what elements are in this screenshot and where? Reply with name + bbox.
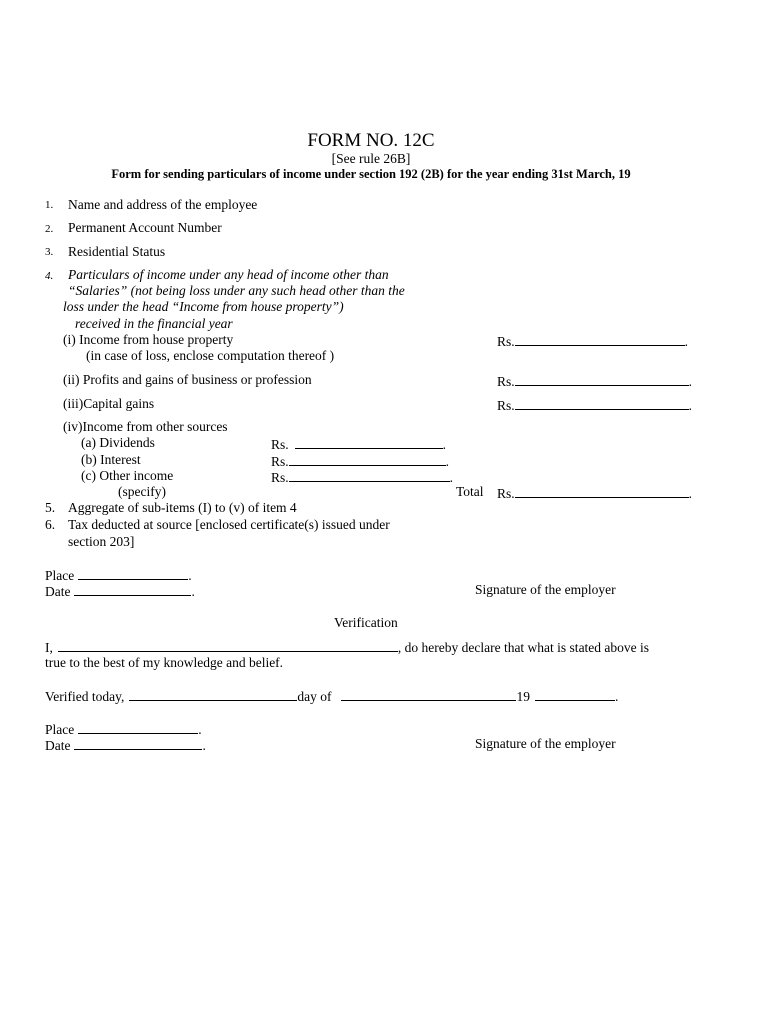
date-label: Date <box>45 738 71 753</box>
month-blank-line <box>341 688 516 701</box>
place-field[interactable] <box>45 567 192 583</box>
dot: . <box>684 334 689 349</box>
verified-date-field[interactable] <box>45 688 618 704</box>
form-subtitle: Form for sending particulars of income under section 192 (2B) for the year ending 31st March, 19 <box>111 167 631 181</box>
amount-blank-line <box>289 453 446 466</box>
amount-blank-line <box>515 485 689 498</box>
dot: . <box>614 689 619 704</box>
currency-label: Rs. <box>497 334 515 349</box>
dot: . <box>198 722 202 737</box>
date-label: Date <box>45 584 71 599</box>
item-4-number: 4. <box>45 270 54 282</box>
currency-label: Rs. <box>497 374 515 389</box>
name-blank-line <box>58 639 398 652</box>
dot: . <box>442 437 447 452</box>
dot: . <box>688 486 693 501</box>
sub-item-iv-a-amount-field[interactable] <box>271 436 446 452</box>
currency-label: Rs. <box>271 470 289 485</box>
item-6-line-2: section 203] <box>68 534 135 549</box>
dot: . <box>445 454 450 469</box>
currency-label: Rs. <box>271 454 289 469</box>
sub-item-iv-b-amount-field[interactable] <box>271 453 449 469</box>
dot: . <box>202 738 206 753</box>
verification-heading: Verification <box>334 615 398 630</box>
item-4-line-2: “Salaries” (not being loss under any such head other than the <box>68 283 405 298</box>
sub-item-iii-label: (iii)Capital gains <box>63 396 155 411</box>
employer-signature-label: Signature of the employer <box>475 582 616 597</box>
amount-blank-line <box>515 373 689 386</box>
currency-label: Rs. <box>497 486 515 501</box>
verification-date-field[interactable] <box>45 737 206 753</box>
item-4-line-3: loss under the head “Income from house property”) <box>63 299 344 314</box>
sub-item-iv-b-label: (b) Interest <box>81 452 141 467</box>
sub-item-iv-c-specify: (specify) <box>118 484 166 499</box>
item-3-label: Residential Status <box>68 244 166 259</box>
year-prefix: 19 <box>516 689 530 704</box>
i-label: I, <box>45 640 53 655</box>
total-label: Total <box>456 484 484 499</box>
item-3-number: 3. <box>45 246 54 258</box>
amount-blank-line <box>289 469 450 482</box>
form-rule-reference: [See rule 26B] <box>331 151 411 166</box>
verification-place-field[interactable] <box>45 721 202 737</box>
item-4-line-4: received in the financial year <box>75 316 233 331</box>
sub-item-i-label: (i) Income from house property <box>63 332 234 347</box>
year-blank-line <box>535 688 615 701</box>
item-5-label: Aggregate of sub-items (I) to (v) of item 4 <box>68 500 297 515</box>
declaration-text: , do hereby declare that what is stated above is <box>397 640 650 655</box>
verified-today-label: Verified today, <box>45 689 125 704</box>
dot: . <box>191 584 195 599</box>
dot: . <box>188 568 192 583</box>
currency-label: Rs. <box>497 398 515 413</box>
sub-item-iv-label: (iv)Income from other sources <box>63 419 228 434</box>
dot: . <box>688 374 693 389</box>
sub-item-iv-c-label: (c) Other income <box>81 468 174 483</box>
place-blank-line <box>78 721 198 734</box>
sub-item-i-amount-field[interactable] <box>497 333 688 349</box>
dot: . <box>449 470 454 485</box>
place-label: Place <box>45 568 75 583</box>
verified-day-blank-line <box>129 688 297 701</box>
item-5-number: 5. <box>45 500 56 515</box>
sub-item-ii-label: (ii) Profits and gains of business or profession <box>63 372 312 387</box>
amount-blank-line <box>515 397 689 410</box>
place-blank-line <box>78 567 188 580</box>
verification-employer-signature-label: Signature of the employer <box>475 736 616 751</box>
item-4-line-1: Particulars of income under any head of income other than <box>68 267 389 282</box>
item-6-number: 6. <box>45 517 56 532</box>
item-2-label: Permanent Account Number <box>68 220 222 235</box>
item-6-line-1: Tax deducted at source [enclosed certificate(s) issued under <box>68 517 390 532</box>
place-label: Place <box>45 722 75 737</box>
amount-blank-line <box>295 436 443 449</box>
item-2-number: 2. <box>45 223 54 235</box>
date-blank-line <box>74 583 191 596</box>
day-of-label: day of <box>297 689 332 704</box>
dot: . <box>688 398 693 413</box>
form-title: FORM NO. 12C <box>307 130 435 151</box>
declaration-line-2: true to the best of my knowledge and belief. <box>45 655 284 670</box>
amount-blank-line <box>515 333 685 346</box>
item-1-label: Name and address of the employee <box>68 197 258 212</box>
total-amount-field[interactable] <box>497 485 692 501</box>
sub-item-i-note: (in case of loss, enclose computation thereof ) <box>86 348 335 363</box>
sub-item-iii-amount-field[interactable] <box>497 397 692 413</box>
sub-item-iv-c-amount-field[interactable] <box>271 469 453 485</box>
date-blank-line <box>74 737 202 750</box>
declarant-name-field[interactable] <box>45 639 649 655</box>
currency-label: Rs. <box>271 437 289 452</box>
item-1-number: 1. <box>45 199 54 211</box>
sub-item-iv-a-label: (a) Dividends <box>81 435 155 450</box>
sub-item-ii-amount-field[interactable] <box>497 373 692 389</box>
date-field[interactable] <box>45 583 195 599</box>
